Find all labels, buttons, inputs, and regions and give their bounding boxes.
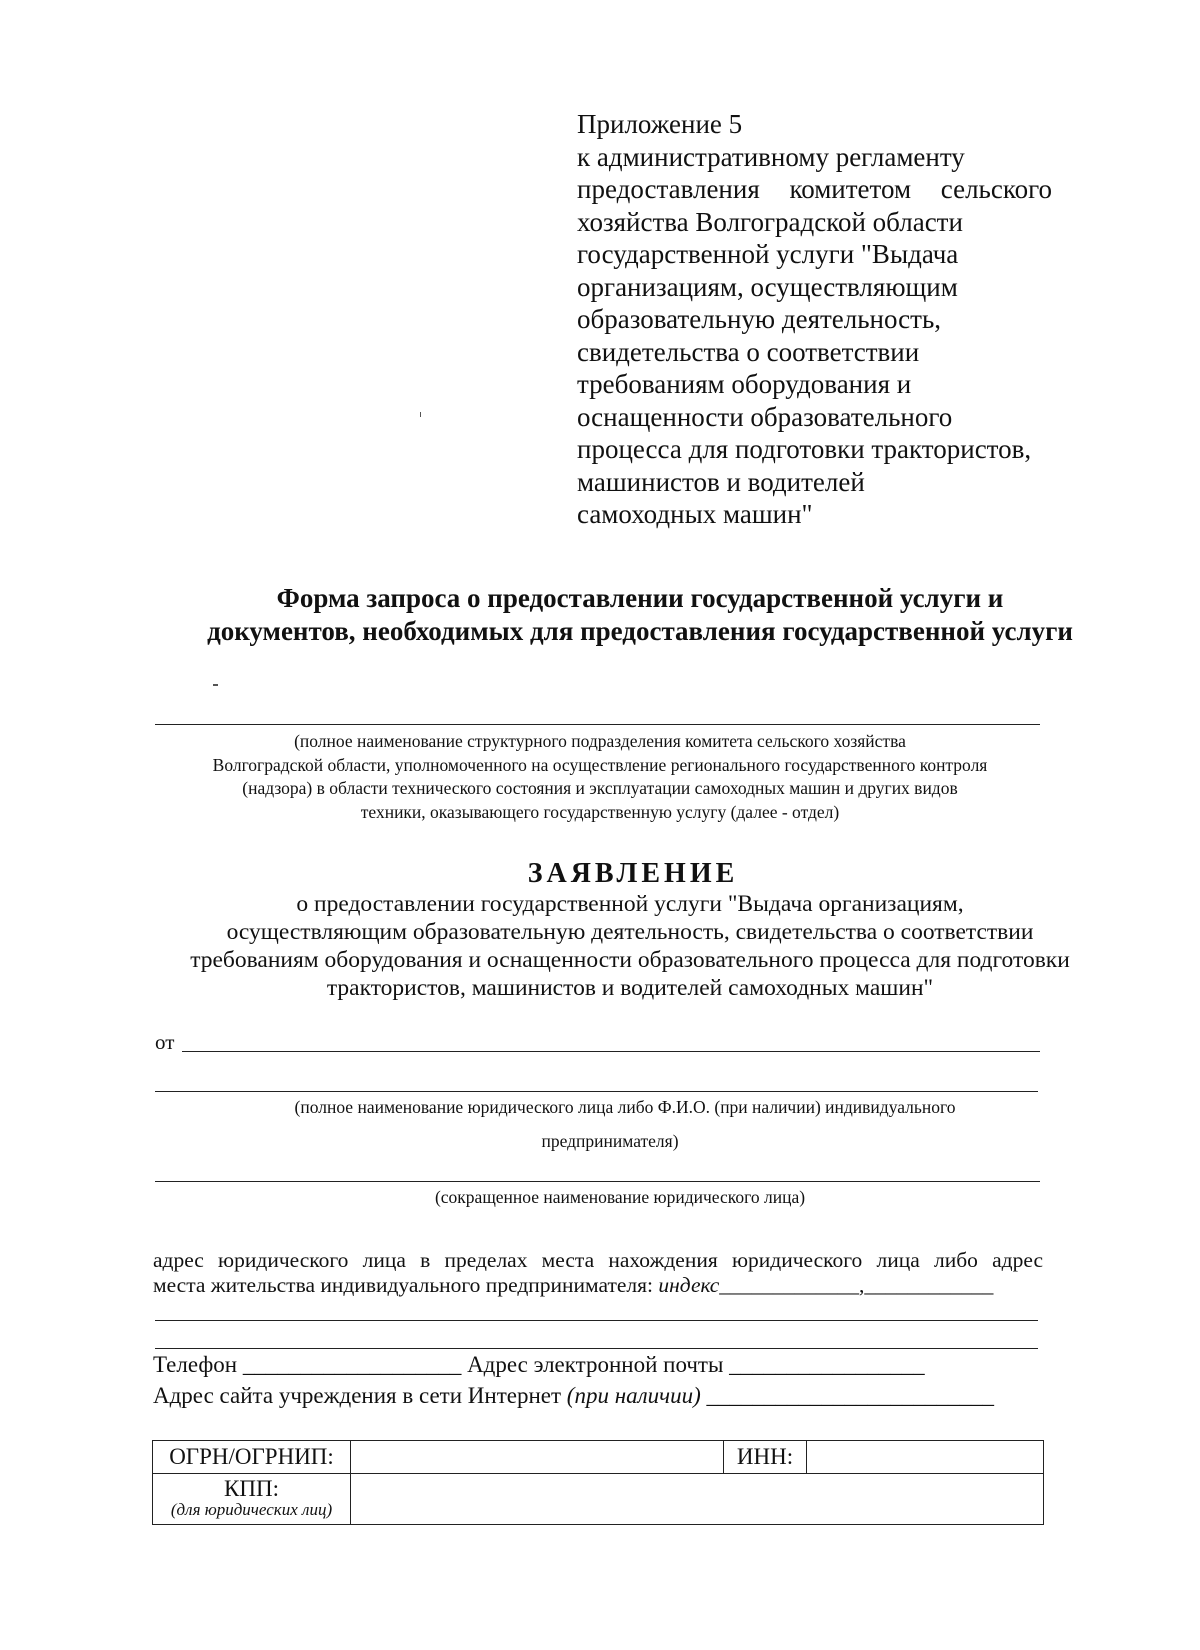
email-field[interactable]: _________________ <box>729 1352 925 1377</box>
appendix-line: свидетельства о соответствии <box>577 336 920 367</box>
appendix-block <box>577 108 1052 531</box>
department-caption <box>140 730 1060 824</box>
address-line: адрес юридического лица в пределах места нахождения юридического лица либо адрес <box>153 1248 1043 1272</box>
scan-speck <box>213 684 218 686</box>
department-caption-line: (полное наименование структурного подразделения комитета сельского хозяйства <box>294 731 906 751</box>
statement-subtitle-line: требованиям оборудования и оснащенности образовательного процесса для подготовки <box>190 947 1070 973</box>
full-name-field-line[interactable] <box>155 1091 1038 1092</box>
form-title-line: документов, необходимых для предоставления государственной услуги <box>207 616 1073 646</box>
address-prefix: места жительства индивидуального предпринимателя: <box>153 1273 659 1297</box>
phone-label: Телефон <box>153 1352 238 1377</box>
statement-heading: ЗАЯВЛЕНИЕ <box>527 858 739 889</box>
scan-speck <box>420 412 421 417</box>
appendix-line: хозяйства Волгоградской области <box>577 206 963 237</box>
appendix-line: оснащенности образовательного <box>577 401 953 432</box>
full-name-caption: (полное наименование юридического лица либо Ф.И.О. (при наличии) индивидуального <box>294 1097 956 1117</box>
statement-subtitle-line: трактористов, машинистов и водителей самоходных машин" <box>326 975 934 1001</box>
kpp-note: (для юридических лиц) <box>170 1500 333 1519</box>
website-label: Адрес сайта учреждения в сети Интернет <box>153 1383 562 1408</box>
requisites-table <box>152 1440 1044 1525</box>
website-field[interactable]: _________________________ <box>706 1383 995 1408</box>
short-name-field-line[interactable] <box>155 1181 1040 1182</box>
inn-field[interactable] <box>807 1441 1044 1474</box>
appendix-line: организациям, осуществляющим <box>577 271 958 302</box>
department-caption-line: Волгоградской области, уполномоченного на осуществление регионального государственного контроля <box>212 754 988 775</box>
statement-subtitle-line: о предоставлении государственной услуги "Выдача организациям, <box>296 891 964 917</box>
from-label: от <box>155 1030 175 1054</box>
short-name-caption: (сокращенное наименование юридического лица) <box>434 1187 806 1207</box>
ogrn-label: ОГРН/ОГРНИП: <box>153 1441 351 1474</box>
address-field-line[interactable] <box>155 1320 1038 1321</box>
ogrn-field[interactable] <box>351 1441 724 1474</box>
inn-label: ИНН: <box>724 1441 807 1474</box>
table-row <box>153 1474 1044 1525</box>
statement-subtitle <box>140 890 1120 1002</box>
department-caption-line: техники, оказывающего государственную услугу (далее - отдел) <box>360 801 840 822</box>
website-note: (при наличии) <box>566 1383 701 1408</box>
appendix-number: Приложение 5 <box>577 109 743 139</box>
department-field-line[interactable] <box>155 724 1040 725</box>
phone-row <box>153 1352 925 1378</box>
appendix-line: самоходных машин" <box>577 499 813 529</box>
address-block <box>153 1248 1043 1298</box>
address-field-line[interactable] <box>155 1348 1038 1349</box>
kpp-cell <box>153 1474 351 1525</box>
address-line-2 <box>153 1273 1043 1298</box>
website-row <box>153 1383 994 1409</box>
appendix-line: предоставления комитетом сельского <box>577 174 1052 204</box>
appendix-line: машинистов и водителей <box>577 466 865 497</box>
form-title <box>140 582 1140 648</box>
index-field[interactable]: _____________,____________ <box>719 1273 994 1297</box>
appendix-line: образовательную деятельность, <box>577 304 942 334</box>
index-label: индекс <box>658 1273 720 1297</box>
table-row <box>153 1441 1044 1474</box>
appendix-line: государственной услуги "Выдача <box>577 239 959 269</box>
statement-subtitle-line: осуществляющим образовательную деятельность, свидетельства о соответствии <box>226 919 1034 945</box>
kpp-field[interactable] <box>351 1474 1044 1525</box>
appendix-line: требованиям оборудования и <box>577 369 912 399</box>
appendix-line: к административному регламенту <box>577 141 965 172</box>
email-label: Адрес электронной почты <box>467 1352 724 1377</box>
phone-field[interactable]: ___________________ <box>242 1352 462 1377</box>
appendix-line: процесса для подготовки трактористов, <box>577 434 1032 464</box>
kpp-label: КПП: <box>224 1476 279 1501</box>
full-name-caption-cont: предпринимателя) <box>541 1131 679 1151</box>
department-caption-line: (надзора) в области технического состояния и эксплуатации самоходных машин и других видов <box>242 778 958 798</box>
from-field-line[interactable] <box>182 1051 1040 1052</box>
form-title-line: Форма запроса о предоставлении государственной услуги и <box>276 583 1004 613</box>
